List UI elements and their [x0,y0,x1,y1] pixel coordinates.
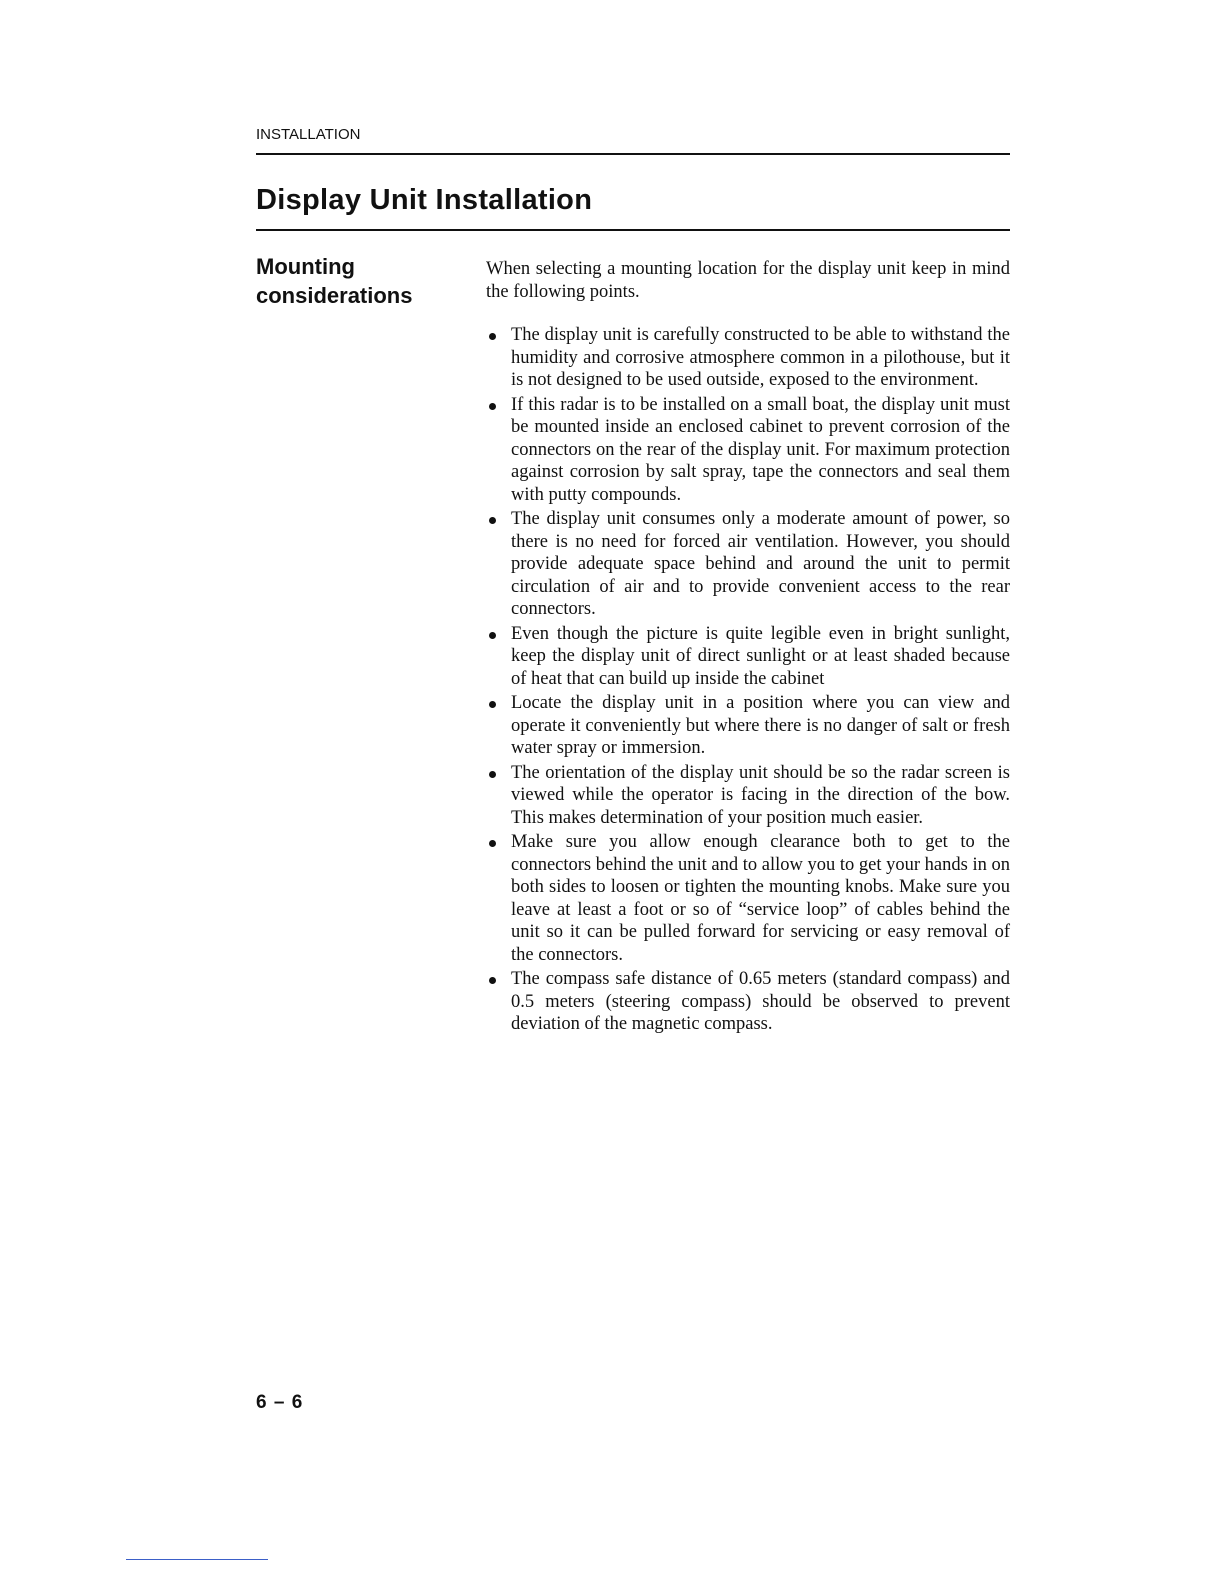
page-title: Display Unit Installation [256,184,593,216]
bullet-icon [489,977,496,984]
bullet-icon [489,403,496,410]
bullet-icon [489,632,496,639]
list-item-text: The display unit consumes only a moderate amount of power, so there is no need for forced air ventilation. However, you should provide adequate space behind and around the unit to permit circulation of air and to provide convenient access to the rear connectors. [511,509,1010,619]
section-heading [256,252,412,310]
bullet-icon [489,701,496,708]
section-heading-line-2: considerations [256,283,413,308]
bullet-icon [489,333,496,340]
list-item [486,623,1010,691]
header-rule [256,153,1010,155]
section-heading-line-1: Mounting [256,254,355,279]
page-number: 6 – 6 [256,1392,304,1413]
list-item-text: Make sure you allow enough clearance both to get to the connectors behind the unit and to allow you to get your hands in on both sides to loosen or tighten the mounting knobs. Make sure you leave at least a foot or so of “service loop” of cables behind the unit so it can be pulled forward for servicing or easy removal of the connectors. [511,832,1010,965]
list-item [486,762,1010,830]
bullet-icon [489,840,496,847]
footer-rule [126,1559,268,1560]
title-rule [256,229,1010,231]
running-header: INSTALLATION [256,126,361,143]
list-item-text: The display unit is carefully constructed to be able to withstand the humidity and corrosive atmosphere common in a pilothouse, but it is not designed to be used outside, exposed to the environment. [511,325,1010,390]
considerations-list [486,324,1010,1036]
list-item [486,968,1010,1036]
bullet-icon [489,517,496,524]
list-item-text: Even though the picture is quite legible even in bright sunlight, keep the display unit of direct sunlight or at least shaded because of heat that can build up inside the cabinet [511,623,1010,689]
list-item [486,324,1010,392]
list-item-text: Locate the display unit in a position where you can view and operate it conveniently but where there is no danger of salt or fresh water spray or immersion. [511,693,1010,758]
list-item-text: The compass safe distance of 0.65 meters (standard compass) and 0.5 meters (steering compass) should be observed to prevent deviation of the magnetic compass. [511,969,1010,1034]
body-column [486,258,1010,1038]
list-item [486,831,1010,966]
list-item [486,394,1010,507]
list-item [486,508,1010,621]
list-item [486,692,1010,760]
bullet-icon [489,771,496,778]
list-item-text: If this radar is to be installed on a small boat, the display unit must be mounted inside an enclosed cabinet to prevent corrosion of the connectors on the rear of the display unit. For maximum protection against corrosion by salt spray, tape the connectors and seal them with putty compounds. [511,394,1010,505]
list-item-text: The orientation of the display unit should be so the radar screen is viewed while the operator is facing in the direction of the bow. This makes determination of your position much easier. [511,762,1010,828]
intro-paragraph: When selecting a mounting location for the display unit keep in mind the following points. [486,259,1010,302]
